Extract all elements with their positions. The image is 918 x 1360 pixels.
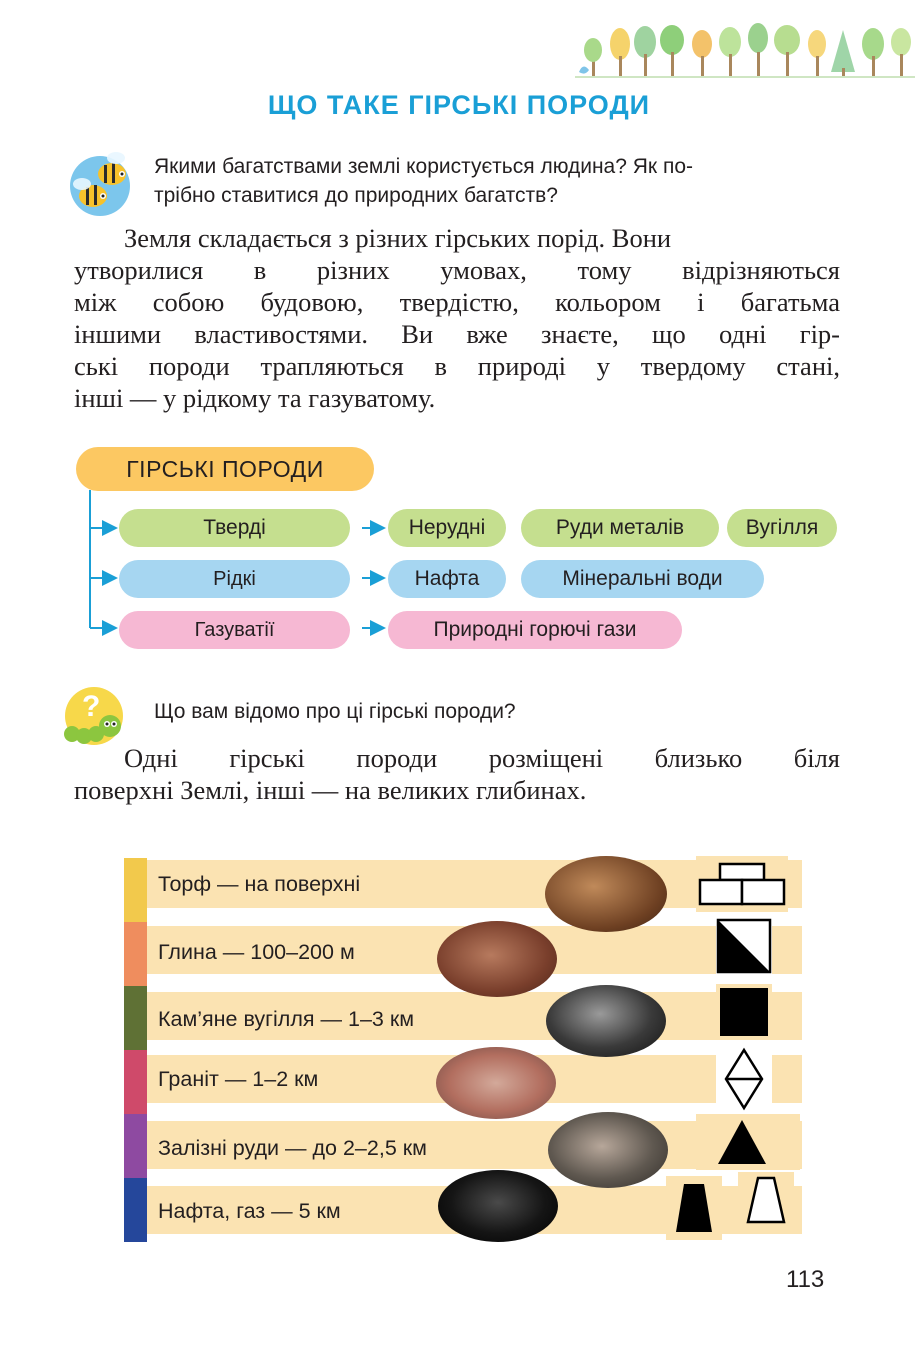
iron-ore-photo	[548, 1112, 668, 1188]
decorative-trees	[575, 22, 915, 84]
page-title: ЩО ТАКЕ ГІРСЬКІ ПОРОДИ	[267, 90, 651, 120]
depth-label: Залізні руди — до 2–2,5 км	[158, 1136, 427, 1160]
text-line: Земля складається з різних гірських порід. Вони	[124, 223, 672, 253]
depth-label: Глина — 100–200 м	[158, 940, 355, 964]
depth-label: Кам’яне вугілля — 1–3 км	[158, 1007, 415, 1031]
depth-label: Граніт — 1–2 км	[158, 1067, 319, 1091]
clay-photo	[437, 921, 557, 997]
text-line: поверхні Землі, інші — на великих глибинах.	[74, 775, 587, 805]
depth-color-iron	[124, 1114, 147, 1178]
state-liquid: Рідкі	[119, 560, 350, 598]
depth-color-granite	[124, 1050, 147, 1114]
item-oil: Нафта	[388, 560, 506, 598]
depth-color-oil	[124, 1178, 147, 1242]
outline-trapezoid-icon	[738, 1172, 794, 1228]
state-gas: Газуватії	[119, 611, 350, 649]
depth-label: Нафта, газ — 5 км	[158, 1199, 341, 1223]
text-line: інші — у рідкому та газуватому.	[74, 383, 436, 413]
question-rocks: Що вам відомо про ці гірські породи?	[154, 700, 516, 723]
svg-text:?: ?	[82, 690, 101, 723]
item-mineral-water: Мінеральні води	[521, 560, 764, 598]
depth-color-clay	[124, 922, 147, 986]
text-line: Одні гірські породи розміщені близько біля	[124, 743, 840, 773]
caterpillar-question-icon	[58, 686, 130, 748]
text-line: іншими властивостями. Ви вже знаєте, що одні гір-	[74, 319, 840, 349]
question-line: трібно ставитися до природних багатств?	[154, 184, 558, 207]
diamond-icon	[716, 1046, 772, 1112]
bees-icon	[60, 148, 140, 218]
depth-color-coal	[124, 986, 147, 1050]
question-line: Якими багатствами землі користується людина? Як по-	[154, 155, 693, 178]
black-trapezoid-icon	[666, 1176, 722, 1240]
half-square-icon	[716, 918, 772, 974]
state-solid: Тверді	[119, 509, 350, 547]
depth-color-peat	[124, 858, 147, 922]
text-line: утворилися в різних умовах, тому відрізняються	[74, 255, 840, 285]
paragraph-intro	[74, 222, 840, 414]
text-line: між собою будовою, твердістю, кольором і багатьма	[74, 287, 840, 317]
granite-photo	[436, 1047, 556, 1119]
item-nonmetallic: Нерудні	[388, 509, 506, 547]
depth-label: Торф — на поверхні	[158, 872, 361, 896]
item-coal: Вугілля	[727, 509, 837, 547]
paragraph-depth	[74, 742, 840, 806]
coal-photo	[546, 985, 666, 1057]
peat-photo	[545, 856, 667, 932]
question-intro	[154, 152, 693, 210]
bricks-icon	[696, 856, 788, 912]
scheme-head: ГІРСЬКІ ПОРОДИ	[76, 447, 374, 491]
black-square-icon	[716, 984, 772, 1040]
oil-photo	[438, 1170, 558, 1242]
black-triangle-icon	[696, 1114, 800, 1170]
page-number: 113	[786, 1266, 825, 1293]
item-metal-ores: Руди металів	[521, 509, 719, 547]
tree-icon	[575, 23, 915, 78]
item-natural-gas: Природні горючі гази	[388, 611, 682, 649]
text-line: ські породи трапляються в природі у твердому стані,	[74, 351, 840, 381]
